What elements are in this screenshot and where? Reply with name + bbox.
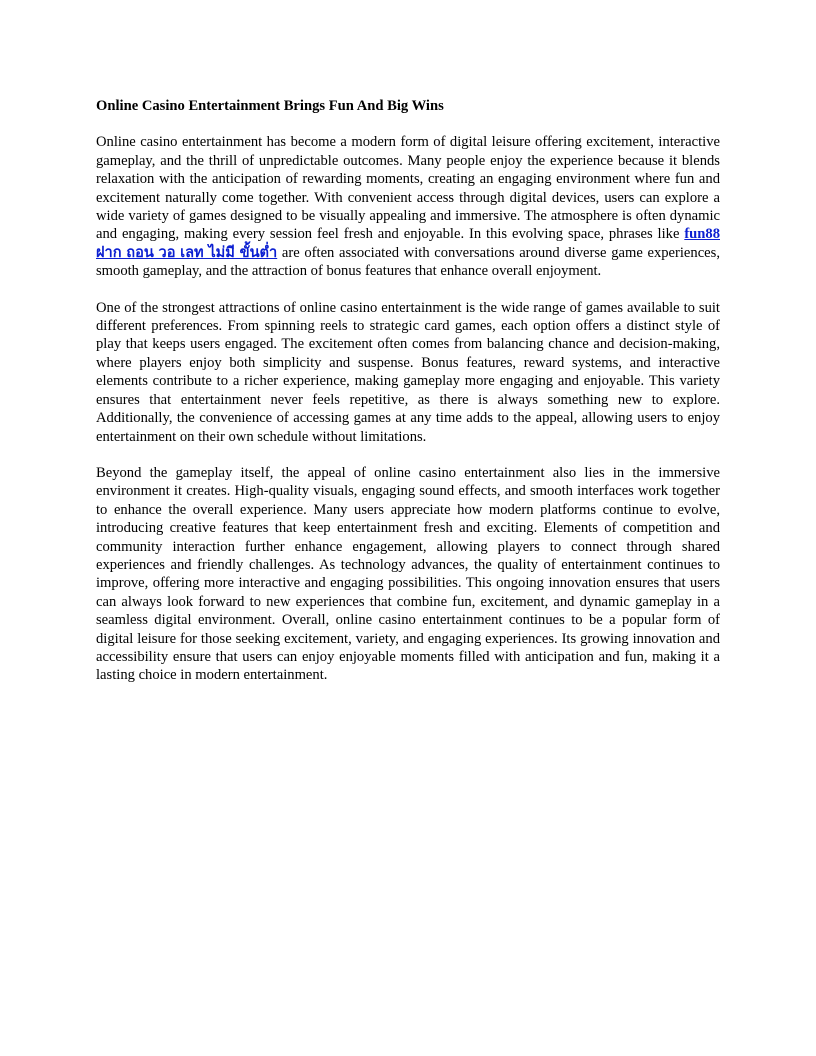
- paragraph-1-text-before-link: Online casino entertainment has become a modern form of digital leisure offering excitement, interactive gameplay, and the thrill of unpredictable outcomes. Many people enjoy the experience because it blends relaxation with the anticipation of rewarding moments, creating an engaging environment where fun and excitement naturally come together. With convenient access through digital devices, users can explore a wide variety of games designed to be visually appealing and immersive. The atmosphere is often dynamic and engaging, making every session feel fresh and enjoyable. In this evolving space, phrases like: [96, 134, 720, 243]
- fun88-link[interactable]: fun88 ฝาก ถอน วอ เลท ไม่มี ขั้นต่ำ: [96, 226, 720, 261]
- document-page: [96, 97, 720, 703]
- paragraph-1: [96, 133, 720, 280]
- paragraph-3: Beyond the gameplay itself, the appeal of online casino entertainment also lies in the immersive environment it creates. High-quality visuals, engaging sound effects, and smooth interfaces work together to enhance the overall experience. Many users appreciate how modern platforms continue to evolve, introducing creative features that keep entertainment fresh and exciting. Elements of competition and community interaction further enhance engagement, allowing players to connect through shared experiences and friendly challenges. As technology advances, the quality of entertainment continues to improve, offering more interactive and engaging possibilities. This ongoing innovation ensures that users can always look forward to new experiences that combine fun, excitement, and dynamic gameplay in a seamless digital environment. Overall, online casino entertainment continues to be a popular form of digital leisure for those seeking excitement, variety, and engaging experiences. Its growing innovation and accessibility ensure that users can enjoy enjoyable moments filled with anticipation and fun, making it a lasting choice in modern entertainment.: [96, 464, 720, 684]
- paragraph-2: One of the strongest attractions of online casino entertainment is the wide range of games available to suit different preferences. From spinning reels to strategic card games, each option offers a distinct style of play that keeps users engaged. The excitement often comes from balancing chance and decision-making, where players enjoy both simplicity and suspense. Bonus features, reward systems, and interactive elements contribute to a richer experience, making gameplay more engaging and enjoyable. This variety ensures that entertainment never feels repetitive, as there is always something new to explore. Additionally, the convenience of accessing games at any time adds to the appeal, allowing users to enjoy entertainment on their own schedule without limitations.: [96, 299, 720, 445]
- document-title: Online Casino Entertainment Brings Fun And Big Wins: [96, 98, 444, 114]
- paragraph-1-text-after-link: are often associated with conversations around diverse game experiences, smooth gameplay, and the attraction of bonus features that enhance overall enjoyment.: [96, 244, 720, 280]
